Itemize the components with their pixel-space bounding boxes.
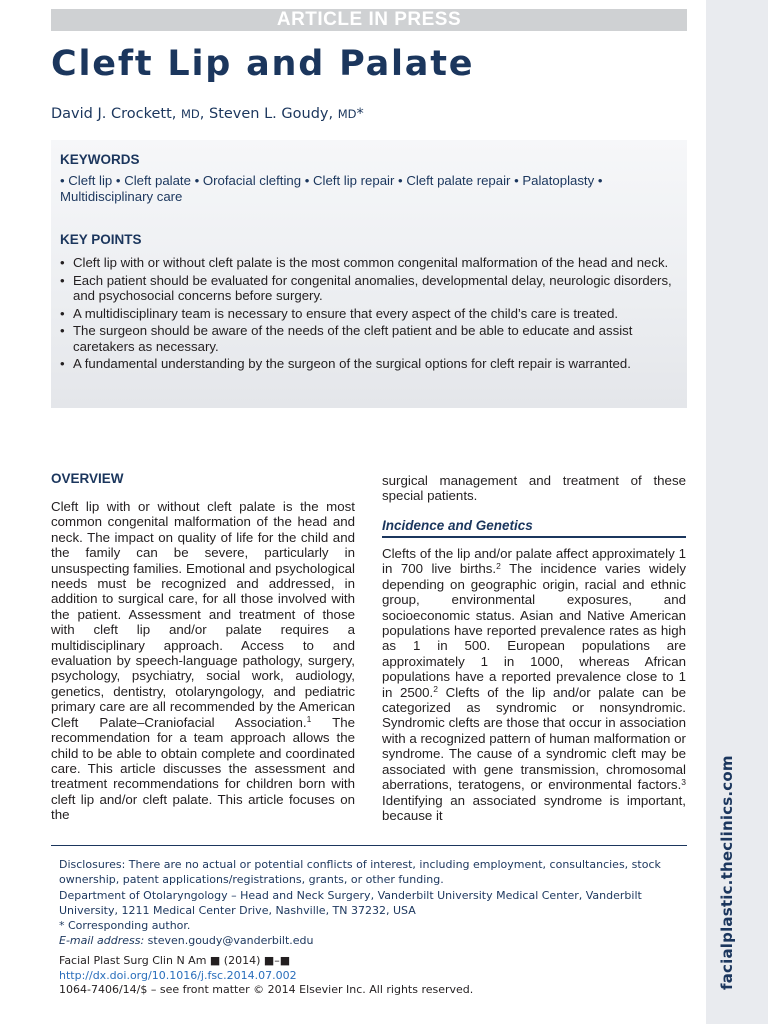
overview-heading: OVERVIEW: [51, 471, 124, 486]
author-2-degree: MD: [337, 107, 357, 121]
incidence-text: [382, 546, 686, 823]
footnotes: [59, 857, 689, 949]
overview-continued-text: surgical management and treatment of these special patients.: [382, 473, 686, 504]
incidence-text-part-2: The incidence varies widely depending on geographic origin, racial and ethnic group, environmental exposures, and socioeconomic status. Asian and Native American populations have reported prevalence rates as high as 1 in 500. European populations are approximately 1 in 1000, whereas African populations have a reported prevalence close to 1 in 2500.: [382, 561, 686, 700]
article-in-press-banner: ARTICLE IN PRESS: [51, 9, 687, 31]
keywords-list: • Cleft lip • Cleft palate • Orofacial clefting • Cleft lip repair • Cleft palate repair • Palatoplasty • Multidisciplinary care: [60, 173, 603, 204]
reference-2[interactable]: 2: [496, 561, 501, 572]
citation-block: [59, 954, 689, 998]
incidence-heading: Incidence and Genetics: [382, 518, 686, 538]
email-line: [59, 933, 689, 948]
copyright-line: 1064-7406/14/$ – see front matter © 2014 Elsevier Inc. All rights reserved.: [59, 983, 474, 996]
journal-website[interactable]: facialplastic.theclinics.com: [718, 755, 736, 990]
email-label: E-mail address:: [59, 934, 145, 948]
footnote-divider: [51, 845, 687, 846]
keywords-keypoints-box: [51, 140, 687, 408]
overview-paragraph-part-2: The recommendation for a team approach allows the child to be able to obtain complete and coordinated care. This article discusses the assessment and treatment recommendations for children born with cleft lip and/or cleft palate. This article focuses on the: [51, 714, 355, 823]
key-points-list: [60, 255, 672, 374]
author-line: [51, 106, 364, 122]
keywords-heading: KEYWORDS: [60, 152, 140, 167]
key-point: • A fundamental understanding by the surgeon of the surgical options for cleft repair is warranted.: [60, 356, 672, 372]
key-point: • The surgeon should be aware of the needs of the cleft patient and be able to educate and assist caretakers as necessary.: [60, 323, 672, 354]
incidence-text-part-1: Clefts of the lip and/or palate affect approximately 1 in 700 live births.: [382, 546, 686, 577]
reference-3[interactable]: 3: [681, 776, 686, 787]
disclosures-note: Disclosures: There are no actual or potential conflicts of interest, including employment, consultancies, stock ownership, patent applications/registrations, grants, or other funding.: [59, 858, 661, 887]
key-points-heading: KEY POINTS: [60, 232, 142, 247]
reference-2b[interactable]: 2: [433, 684, 438, 695]
sidebar-strip: [706, 0, 768, 1024]
overview-text: [51, 499, 355, 823]
author-1-name: David J. Crockett,: [51, 106, 181, 122]
corresponding-author-note: * Corresponding author.: [59, 919, 191, 933]
department-note: Department of Otolaryngology – Head and Neck Surgery, Vanderbilt University Medical Center, Vanderbilt University, 1211 Medical Center Drive, Nashville, TN 37232, USA: [59, 888, 642, 917]
overview-paragraph-part-1: Cleft lip with or without cleft palate is the most common congenital malformation of the head and neck. The impact on quality of life for the child and the family can be severe, particularly in unsuspecting families. Emotional and psychological needs must be recognized and addressed, in addition to surgical care, for all those involved with the patient. Assessment and treatment of those with cleft lip and/or palate requires a multidisciplinary approach. Access to and evaluation by speech-language pathology, surgery, psychology, psychiatry, social work, audiology, genetics, dentistry, otolaryngology, and pediatric primary care are all recommended by the American Cleft Palate–Craniofacial Association.: [51, 499, 355, 730]
doi-link[interactable]: http://dx.doi.org/10.1016/j.fsc.2014.07.002: [59, 968, 297, 982]
article-title: Cleft Lip and Palate: [51, 44, 475, 84]
author-1-degree: MD: [180, 107, 200, 121]
key-point: • Each patient should be evaluated for congenital anomalies, developmental delay, neurologic disorders, and psychosocial concerns before surgery.: [60, 273, 672, 304]
journal-citation: Facial Plast Surg Clin N Am ■ (2014) ■–■: [59, 954, 291, 967]
email-address[interactable]: steven.goudy@vanderbilt.edu: [144, 934, 314, 948]
incidence-text-part-4: Identifying an associated syndrome is important, because it: [382, 792, 686, 823]
incidence-text-part-3: Clefts of the lip and/or palate can be categorized as syndromic or nonsyndromic. Syndromic clefts are those that occur in association with a recognized pattern of human malformation or syndrome. The cause of a syndromic cleft may be associated with gene transmission, chromosomal aberrations, teratogens, or environmental factors.: [382, 684, 686, 793]
reference-1[interactable]: 1: [306, 714, 312, 725]
overview-continued: [382, 473, 686, 504]
corresponding-star: *: [356, 106, 364, 122]
key-point: • A multidisciplinary team is necessary to ensure that every aspect of the child’s care is treated.: [60, 306, 672, 322]
key-point: • Cleft lip with or without cleft palate is the most common congenital malformation of the head and neck.: [60, 255, 672, 271]
author-2-name: , Steven L. Goudy,: [199, 106, 338, 122]
